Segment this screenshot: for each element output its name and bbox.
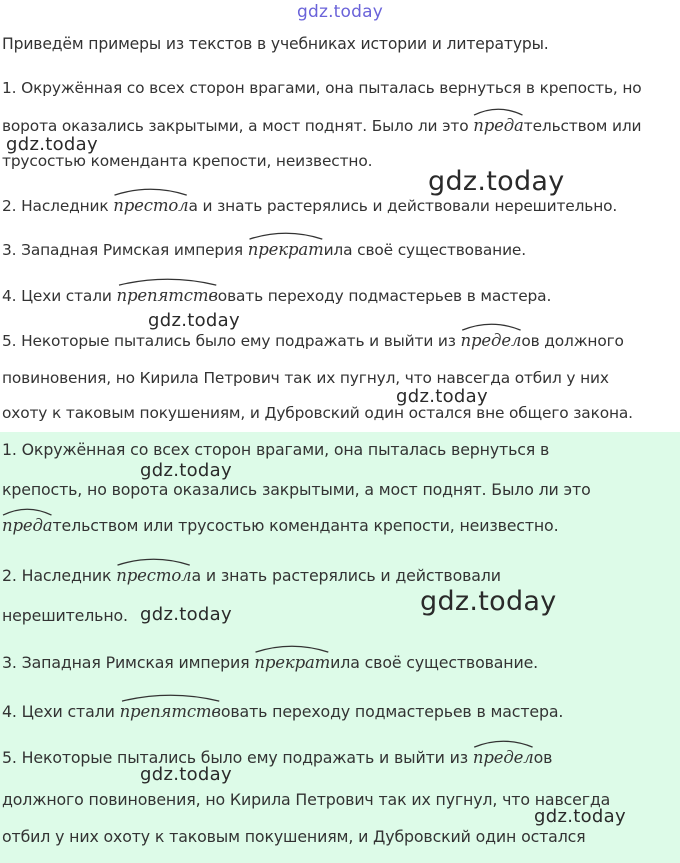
watermark: gdz.today — [140, 604, 232, 625]
word-root — [473, 116, 524, 136]
line-text: 5. Некоторые пытались было ему подражать и выйти из — [2, 332, 461, 350]
answer-line — [2, 790, 610, 810]
word-root-text: препятств — [119, 702, 221, 721]
line-text: 4. Цехи стали — [2, 702, 120, 721]
exercise-line — [2, 196, 617, 216]
word-root-text: препятств — [116, 286, 218, 305]
answer-line — [2, 516, 558, 536]
line-text: ила своё существование. — [323, 241, 526, 259]
watermark: gdz.today — [148, 310, 240, 331]
word-root — [254, 653, 330, 673]
line-text: 3. Западная Римская империя — [2, 653, 255, 672]
word-root-text: престол — [116, 566, 192, 585]
word-root — [248, 240, 324, 260]
exercise-line — [2, 403, 633, 423]
watermark: gdz.today — [534, 806, 626, 827]
exercise-line — [2, 78, 642, 98]
line-text: 4. Цехи стали — [2, 287, 117, 305]
word-root — [2, 516, 53, 536]
root-arc-mark — [113, 187, 188, 196]
word-root — [116, 566, 191, 586]
line-text: 5. Некоторые пытались было ему подражать и выйти из — [2, 748, 473, 767]
root-arc-mark — [2, 507, 53, 516]
exercise-line — [2, 331, 624, 351]
answer-line — [2, 653, 538, 673]
word-root — [120, 702, 221, 722]
word-root-text: престол — [113, 196, 189, 215]
word-root — [473, 748, 534, 768]
line-text: ила своё существование. — [330, 653, 539, 672]
exercise-line — [2, 116, 641, 136]
answer-line — [2, 480, 591, 500]
root-arc-mark — [248, 231, 324, 240]
watermark: gdz.today — [6, 134, 98, 155]
line-text: отбил у них охоту к таковым покушениям, и Дубровский один остался — [2, 827, 586, 846]
intro-text: Приведём примеры из текстов в учебниках истории и литературы. — [2, 35, 549, 53]
line-text: овать переходу подмастерьев в мастера. — [217, 287, 552, 305]
word-root — [461, 331, 522, 351]
root-arc-mark — [116, 557, 191, 566]
line-text: крепость, но ворота оказались закрытыми, а мост поднят. Было ли это — [2, 480, 591, 499]
answer-line — [2, 827, 586, 847]
watermark: gdz.today — [140, 764, 232, 785]
answer-line — [2, 440, 549, 460]
word-root-text: предел — [472, 748, 534, 767]
line-text: тельством или трусостью коменданта крепости, неизвестно. — [52, 516, 559, 535]
line-text: должного повиновения, но Кирила Петрович так их пугнул, что навсегда — [2, 790, 611, 809]
word-root-text: предел — [460, 331, 522, 350]
exercise-line — [2, 368, 609, 388]
watermark: gdz.today — [428, 166, 565, 197]
root-arc-mark — [117, 277, 218, 286]
exercise-line — [2, 286, 551, 306]
answer-line — [2, 702, 563, 722]
line-text: а и знать растерялись и действовали — [191, 566, 501, 585]
line-text: 1. Окружённая со всех сторон врагами, она пыталась вернуться в — [2, 440, 550, 459]
line-text: 2. Наследник — [2, 566, 117, 585]
watermark: gdz.today — [140, 460, 232, 481]
line-text: 2. Наследник — [2, 197, 114, 215]
line-text: 3. Западная Римская империя — [2, 241, 248, 259]
line-text: овать переходу подмастерьев в мастера. — [220, 702, 564, 721]
watermark: gdz.today — [396, 386, 488, 407]
answer-line — [2, 748, 552, 768]
line-text: нерешительно. — [2, 606, 128, 625]
line-text: тельством или — [523, 117, 642, 135]
line-text: трусостью коменданта крепости, неизвестно. — [2, 152, 373, 170]
root-arc-mark — [254, 644, 330, 653]
word-root — [117, 286, 218, 306]
line-text: ворота оказались закрытыми, а мост поднят. Было ли это — [2, 117, 474, 135]
word-root — [113, 196, 188, 216]
root-arc-mark — [461, 322, 522, 331]
answer-line — [2, 606, 128, 626]
line-text: повиновения, но Кирила Петрович так их пугнул, что навсегда отбил у них — [2, 369, 609, 387]
root-arc-mark — [473, 739, 534, 748]
word-root-text: преда — [2, 516, 53, 535]
exercise-line — [2, 240, 526, 260]
watermark: gdz.today — [420, 586, 557, 617]
line-text: ов — [533, 748, 553, 767]
line-text: охоту к таковым покушениям, и Дубровский один остался вне общего закона. — [2, 404, 633, 422]
root-arc-mark — [473, 107, 524, 116]
line-text: ов должного — [521, 332, 624, 350]
word-root-text: прекрат — [247, 240, 324, 259]
word-root-text: прекрат — [254, 653, 331, 672]
answer-line — [2, 566, 501, 586]
line-text: 1. Окружённая со всех сторон врагами, она пыталась вернуться в крепость, но — [2, 79, 642, 97]
site-logo[interactable]: gdz.today — [296, 2, 384, 22]
line-text: а и знать растерялись и действовали нерешительно. — [188, 197, 618, 215]
root-arc-mark — [120, 693, 221, 702]
word-root-text: преда — [473, 116, 524, 135]
